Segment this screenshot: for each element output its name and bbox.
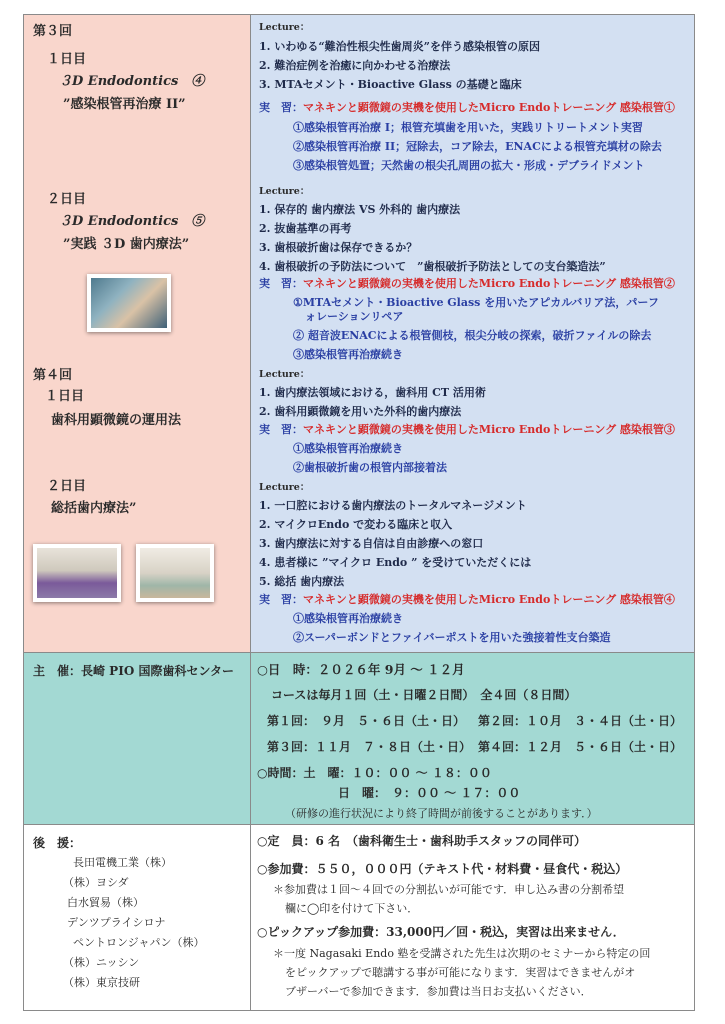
practice-title: マネキンと顕微鏡の実機を使用したMicro Endoトレーニング 感染根管④ (303, 593, 675, 606)
support-label: 後 援： (33, 836, 82, 850)
practice-item: ①MTAセメント・Bioactive Glass を用いたアピカルバリア法，パーフ (293, 296, 659, 309)
practice-item: ③感染根管処置；天然歯の根尖孔周囲の拡大・形成・デブライドメント (293, 159, 645, 172)
practice-title: マネキンと顕微鏡の実機を使用したMicro Endoトレーニング 感染根管③ (303, 423, 675, 436)
sponsor-item: （株）東京技研 (63, 976, 140, 989)
fee: ○参加費：５５０，０００円（テキスト代・材料費・昼食代・税込） (257, 862, 628, 876)
lecture-item: 3. 歯内療法に対する自信は自由診療への窓口 (259, 537, 484, 550)
practice-item-continued: ォレーションリペア (305, 310, 404, 323)
schedule-note: （研修の進行状況により終了時間が前後することがあります．） (285, 807, 598, 820)
sponsor-item: （株）ヨシダ (63, 876, 129, 889)
sponsor-item: 白水貿易（株） (67, 896, 144, 909)
lecture-item: 4. 患者様に ”マイクロ Endo ” を受けていただくには (259, 556, 532, 569)
lecture-item: 1. 一口腔における歯内療法のトータルマネージメント (259, 499, 527, 512)
clinic-photo-2 (136, 544, 214, 602)
practice-title: マネキンと顕微鏡の実機を使用したMicro Endoトレーニング 感染根管① (303, 101, 675, 114)
details-cell (250, 824, 695, 1011)
row-divider (23, 652, 695, 653)
practice-label: 実 習： (259, 101, 303, 114)
session-3-day-1-title: ３D Endodontics ④ (59, 74, 205, 89)
pickup-note-continued: をピックアップで聴講する事が可能になります．実習はできませんがオ (285, 966, 636, 979)
lecture-item: 2. 難治症例を治癒に向かわせる治療法 (259, 59, 451, 72)
schedule-dates: ○日 時：２０２６年 9月 〜 １２月 (257, 662, 465, 677)
session-4-heading: 第４回 (33, 368, 73, 383)
lecture-item: 5. 総括 歯内療法 (259, 575, 345, 588)
practice-line (259, 592, 675, 607)
pickup-fee: ○ピックアップ参加費：33,000円／回・税込，実習は出来ません． (257, 925, 625, 939)
schedule-time-sunday: 日 曜： ９：００ 〜 １７：００ (338, 786, 521, 800)
row-divider (23, 824, 695, 825)
fee-note: ＊参加費は１回〜４回での分割払いが可能です．申し込み書の分割希望 (273, 883, 625, 896)
practice-line (259, 276, 675, 291)
session-3-day-1-subtitle: ”感染根管再治療 II” (63, 97, 186, 112)
practice-title: マネキンと顕微鏡の実機を使用したMicro Endoトレーニング 感染根管② (303, 277, 675, 290)
lecture-label: Lecture： (259, 369, 310, 380)
sponsor-item: デンツプライシロナ (67, 916, 166, 929)
practice-label: 実 習： (259, 423, 303, 436)
lecture-item: 2. 歯科用顕微鏡を用いた外科的歯内療法 (259, 405, 462, 418)
schedule-session-2: 第２回：１０月 ３・４日（土・日） (478, 714, 683, 728)
session-3-heading: 第３回 (33, 24, 73, 39)
lecture-item: 1. いわゆる“難治性根尖性歯周炎”を伴う感染根管の原因 (259, 40, 540, 53)
lecture-label: Lecture： (259, 482, 310, 493)
schedule-session-3: 第３回：１１月 ７・８日（土・日） (267, 740, 472, 754)
capacity: ○定 員：6 名 （歯科衛生士・歯科助手スタッフの同伴可） (257, 834, 587, 848)
training-photo (87, 274, 171, 332)
session-4-day-1-title: 歯科用顕微鏡の運用法 (51, 413, 182, 428)
pickup-note: ＊一度 Nagasaki Endo 塾を受講された先生は次期のセミナーから特定の回 (273, 947, 651, 960)
clinic-photo-1 (33, 544, 121, 602)
session-3-day-2-subtitle: ”実践 ３D 歯内療法” (63, 237, 190, 252)
practice-item: ②スーパーボンドとファイバーポストを用いた強接着性支台築造 (293, 631, 611, 644)
session-4-day-2: ２日目 (47, 479, 87, 494)
session-3-day-2: ２日目 (47, 192, 87, 207)
session-4-day-1: １日目 (45, 389, 85, 404)
practice-item: ①感染根管再治療続き (293, 612, 403, 625)
lecture-item: 3. 歯根破折歯は保存できるか？ (259, 241, 418, 254)
session-3-day-1: １日目 (47, 52, 87, 67)
host-label: 主 催：長崎 PIO 国際歯科センター (33, 664, 234, 678)
lecture-item: 2. 抜歯基準の再考 (259, 222, 352, 235)
lecture-label: Lecture： (259, 186, 310, 197)
practice-item: ①感染根管再治療 I；根管充填歯を用いた，実践リトリートメント実習 (293, 121, 643, 134)
schedule-session-4: 第４回：１２月 ５・６日（土・日） (478, 740, 683, 754)
session-4-day-2-title: 総括歯内療法” (51, 501, 137, 516)
sponsor-item: （株）ニッシン (63, 956, 140, 969)
practice-label: 実 習： (259, 593, 303, 606)
schedule-session-1: 第１回： ９月 ５・６日（土・日） (267, 714, 466, 728)
schedule-time-saturday: ○時間：土 曜：１０：００ 〜 １８：００ (257, 766, 492, 780)
practice-item: ②歯根破折歯の根管内部接着法 (293, 461, 447, 474)
practice-label: 実 習： (259, 277, 303, 290)
sponsor-item: 長田電機工業（株） (73, 856, 172, 869)
lecture-item: 1. 保存的 歯内療法 VS 外科的 歯内療法 (259, 203, 461, 216)
schedule-course: コースは毎月１回（土・日曜２日間） 全４回（８日間） (271, 688, 577, 702)
practice-item: ③感染根管再治療続き (293, 348, 403, 361)
practice-line (259, 100, 675, 115)
practice-item: ② 超音波ENACによる根管側枝，根尖分岐の探索，破折ファイルの除去 (293, 329, 652, 342)
sponsor-item: ペントロンジャパン（株） (73, 936, 205, 949)
practice-item: ②感染根管再治療 II；冠除去，コア除去，ENACによる根管充填材の除去 (293, 140, 662, 153)
lecture-label: Lecture： (259, 22, 310, 33)
practice-line (259, 422, 675, 437)
lecture-item: 4. 歯根破折の予防法について ”歯根破折予防法としての支台築造法” (259, 260, 606, 273)
lecture-item: 3. MTAセメント・Bioactive Glass の基礎と臨床 (259, 78, 522, 91)
seminar-table (23, 14, 695, 1011)
pickup-note-continued: ブザーバーで参加できます．参加費は当日お支払いください． (285, 985, 592, 998)
session-3-day-2-title: ３D Endodontics ⑤ (59, 214, 205, 229)
lecture-item: 1. 歯内療法領域における，歯科用 CT 活用術 (259, 386, 486, 399)
fee-note-continued: 欄に◯印を付けて下さい． (285, 902, 419, 915)
lecture-item: 2. マイクロEndo で変わる臨床と収入 (259, 518, 453, 531)
practice-item: ①感染根管再治療続き (293, 442, 403, 455)
